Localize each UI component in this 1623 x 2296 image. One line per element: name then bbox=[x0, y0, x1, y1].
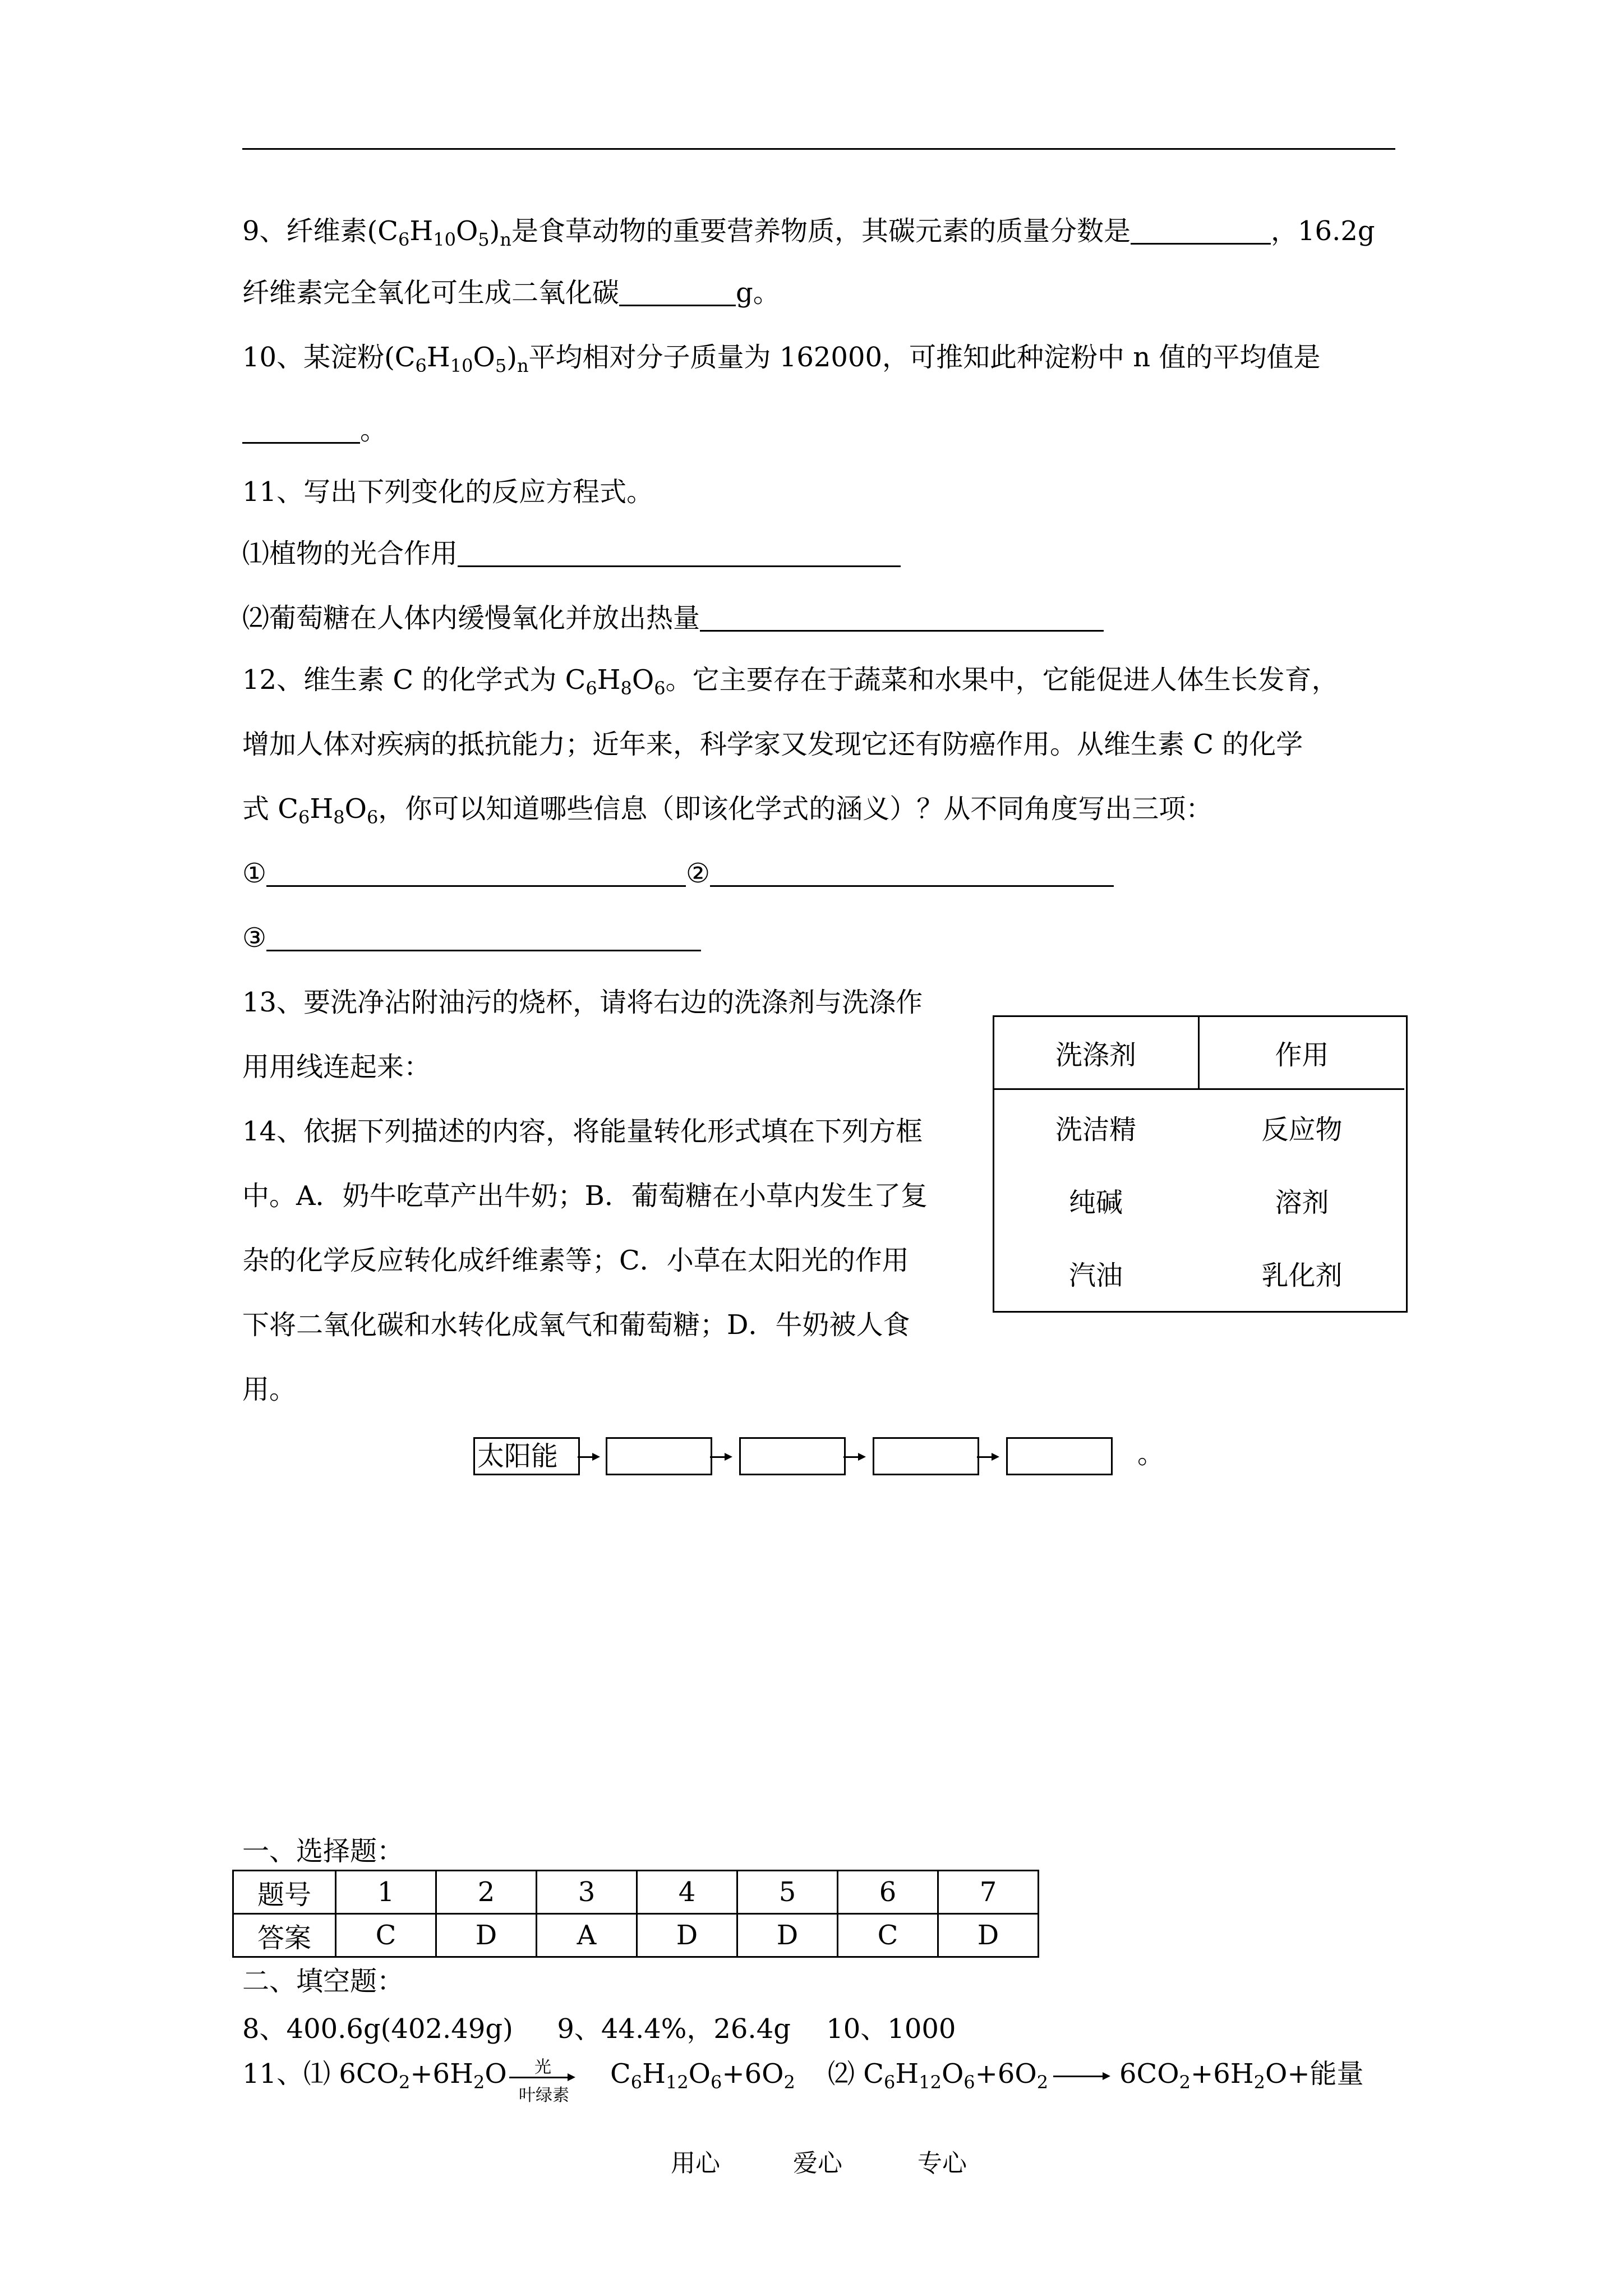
answer-table-label: 答案 bbox=[233, 1914, 336, 1957]
answer-choice: D bbox=[938, 1914, 1039, 1957]
flow-start-label: 太阳能 bbox=[477, 1441, 559, 1472]
flow-box-1[interactable] bbox=[606, 1437, 712, 1475]
q12-blank-2[interactable] bbox=[710, 858, 1114, 887]
flow-arrow bbox=[710, 1456, 730, 1458]
match-right-item[interactable]: 反应物 bbox=[1261, 1114, 1343, 1145]
flow-box-2[interactable] bbox=[739, 1437, 846, 1475]
answer-number: 3 bbox=[537, 1871, 637, 1914]
q11-item1: ⑴植物的光合作用 bbox=[242, 536, 901, 572]
q14-line4: 下将二氧化碳和水转化成氧气和葡萄糖；D．牛奶被人食 bbox=[242, 1309, 910, 1341]
q11-item2: ⑵葡萄糖在人体内缓慢氧化并放出热量 bbox=[242, 600, 1104, 636]
match-right-item[interactable]: 溶剂 bbox=[1275, 1187, 1329, 1218]
q14-line5: 用。 bbox=[242, 1374, 297, 1405]
answer-number: 6 bbox=[838, 1871, 938, 1914]
q9-line2: 纤维素完全氧化可生成二氧化碳 g。 bbox=[242, 277, 780, 309]
condition-chlorophyll: 叶绿素 bbox=[519, 2086, 569, 2105]
q13-line2: 用用线连起来： bbox=[242, 1051, 431, 1083]
q12-answers-row1: ① ② bbox=[242, 855, 1114, 891]
footer-text-2: 爱心 bbox=[793, 2149, 842, 2178]
match-left-item[interactable]: 洗洁精 bbox=[1055, 1114, 1136, 1145]
q14-line1: 14、依据下列描述的内容，将能量转化形式填在下列方框 bbox=[242, 1116, 923, 1147]
q12-line2: 增加人体对疾病的抵抗能力；近年来，科学家又发现它还有防癌作用。从维生素 C 的化学 bbox=[242, 729, 1303, 760]
condition-light: 光 bbox=[534, 2058, 551, 2077]
answer-choice: D bbox=[637, 1914, 737, 1957]
flow-end-mark: 。 bbox=[1137, 1438, 1165, 1470]
q14-line2: 中。A．奶牛吃草产出牛奶；B．葡萄糖在小草内发生了复 bbox=[242, 1180, 928, 1212]
answers-line11-part2: ⑵ $C_6H_{12}O_6+6O_2$ bbox=[828, 2058, 1049, 2093]
q10-line2: 。 bbox=[242, 412, 387, 448]
q12-answers-row2: ③ bbox=[242, 920, 701, 956]
header-rule bbox=[242, 148, 1395, 150]
flow-box-3[interactable] bbox=[873, 1437, 979, 1475]
flow-arrow bbox=[843, 1456, 864, 1458]
match-left-item[interactable]: 纯碱 bbox=[1068, 1187, 1123, 1218]
answer-number: 4 bbox=[637, 1871, 737, 1914]
answers-line11: 11、⑴ $6CO_2+6H_2O$ bbox=[242, 2058, 507, 2093]
answer-choice: D bbox=[436, 1914, 537, 1957]
answer-table bbox=[232, 1870, 1039, 1958]
flow-box-solar bbox=[473, 1437, 580, 1475]
q11-blank-2[interactable] bbox=[700, 603, 1104, 632]
answer-number: 5 bbox=[737, 1871, 838, 1914]
matching-table-header-rule bbox=[994, 1088, 1404, 1090]
q11-title: 11、写出下列变化的反应方程式。 bbox=[242, 476, 654, 508]
answers-section1-title: 一、选择题： bbox=[242, 1835, 404, 1867]
q10-line1: 10、某淀粉$(C_6H_{10}O_5)_n$平均相对分子质量为 162000，可推知此种淀粉中 n 值的平均值是 bbox=[242, 342, 1321, 376]
match-header-right: 作用 bbox=[1275, 1039, 1329, 1071]
answer-number: 2 bbox=[436, 1871, 537, 1914]
flow-arrow bbox=[578, 1456, 598, 1458]
answer-choice: D bbox=[737, 1914, 838, 1957]
answers-section2-title: 二、填空题： bbox=[242, 1966, 404, 1997]
flow-box-4[interactable] bbox=[1006, 1437, 1113, 1475]
answers-line11-product: $C_6H_{12}O_6+6O_2$ bbox=[610, 2058, 795, 2093]
q12-blank-1[interactable] bbox=[266, 858, 686, 887]
match-right-item[interactable]: 乳化剂 bbox=[1261, 1260, 1343, 1291]
answer-choice: C bbox=[838, 1914, 938, 1957]
answer-number: 7 bbox=[938, 1871, 1039, 1914]
reaction-arrow-1 bbox=[509, 2077, 573, 2078]
q12-line3: 式 $C_6H_8O_6$，你可以知道哪些信息（即该化学式的涵义）？从不同角度写出三项： bbox=[242, 793, 1213, 828]
table-row bbox=[233, 1914, 1039, 1957]
answer-choice: A bbox=[537, 1914, 637, 1957]
answers-line8: 8、400.6g(402.49g) 9、44.4%，26.4g 10、1000 bbox=[242, 2013, 956, 2045]
answer-choice: C bbox=[336, 1914, 436, 1957]
q11-blank-1[interactable] bbox=[458, 539, 901, 567]
match-left-item[interactable]: 汽油 bbox=[1068, 1260, 1123, 1291]
q9-blank-2[interactable] bbox=[619, 278, 736, 306]
q14-line3: 杂的化学反应转化成纤维素等；C．小草在太阳光的作用 bbox=[242, 1245, 909, 1276]
reaction-arrow-2 bbox=[1053, 2076, 1108, 2077]
answer-number: 1 bbox=[336, 1871, 436, 1914]
q13-line1: 13、要洗净沾附油污的烧杯，请将右边的洗涤剂与洗涤作 bbox=[242, 987, 923, 1018]
answers-line11-result: $6CO_2+6H_2O+$能量 bbox=[1119, 2058, 1364, 2093]
match-header-left: 洗涤剂 bbox=[1055, 1039, 1136, 1071]
q9-line1: 9、纤维素$(C_6H_{10}O_5)_n$是食草动物的重要营养物质，其碳元素的质量分数是 ，16.2g bbox=[242, 215, 1375, 250]
footer-text-1: 用心 bbox=[671, 2149, 720, 2178]
q12-blank-3[interactable] bbox=[266, 923, 701, 951]
flow-arrow bbox=[977, 1456, 997, 1458]
q9-blank-1[interactable] bbox=[1131, 216, 1271, 245]
q10-blank[interactable] bbox=[242, 415, 360, 444]
footer-text-3: 专心 bbox=[917, 2149, 967, 2178]
table-row bbox=[233, 1871, 1039, 1914]
answer-table-label: 题号 bbox=[233, 1871, 336, 1914]
q12-line1: 12、维生素 C 的化学式为 $C_6H_8O_6$。它主要存在于蔬菜和水果中，它能促进人体生长发育， bbox=[242, 664, 1339, 699]
